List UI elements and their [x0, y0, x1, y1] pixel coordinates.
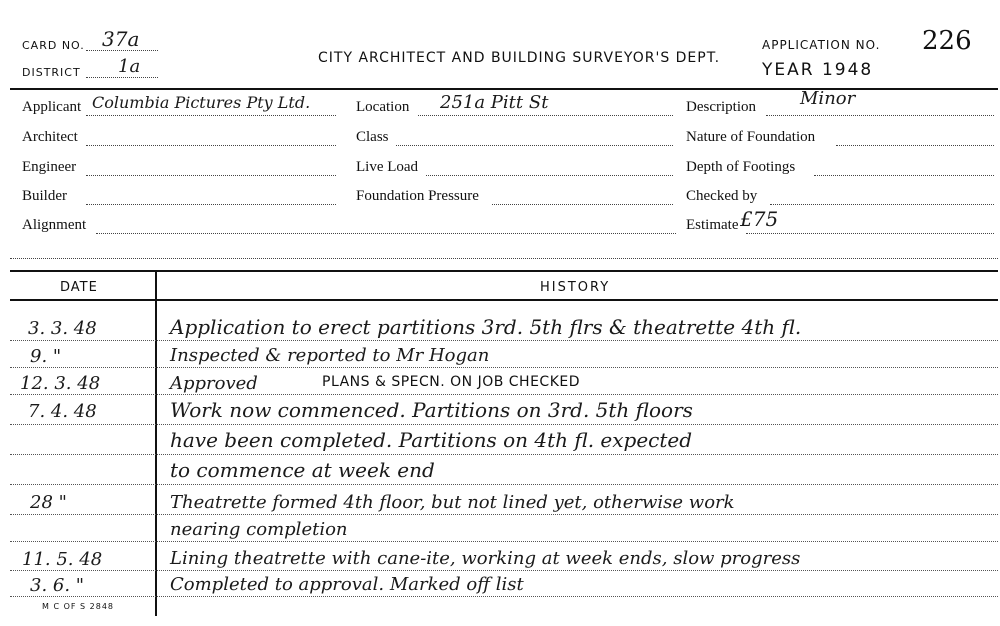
history-entry: Approved: [170, 373, 258, 394]
row-line-8: [10, 570, 998, 571]
history-header: HISTORY: [540, 280, 611, 295]
history-date: 28 ": [30, 492, 67, 513]
depth-line: [814, 175, 994, 176]
estimate-line: [746, 233, 994, 234]
architect-line: [86, 145, 336, 146]
nature-label: Nature of Foundation: [686, 129, 816, 145]
class-label: Class: [356, 129, 389, 145]
row-line-1: [10, 367, 998, 368]
row-line-0: [10, 340, 998, 341]
description-label: Description: [686, 99, 756, 115]
foundation-pressure-line: [492, 204, 673, 205]
application-no-value: 226: [922, 26, 972, 56]
history-date: 3. 6. ": [30, 575, 85, 596]
date-column-divider: [155, 272, 157, 616]
year-label: YEAR 1948: [762, 60, 874, 80]
history-entry: Lining theatrette with cane-ite, working at week ends, slow progress: [170, 548, 801, 569]
checked-line: [770, 204, 994, 205]
builder-line: [86, 204, 336, 205]
plans-checked-stamp: PLANS & SPECN. ON JOB CHECKED: [322, 374, 581, 390]
applicant-value: Columbia Pictures Pty Ltd.: [92, 93, 311, 112]
form-code: M C OF S 2848: [42, 602, 114, 611]
architect-label: Architect: [22, 129, 78, 145]
district-line: [86, 77, 158, 78]
estimate-label: Estimate: [686, 217, 739, 233]
history-date: 12. 3. 48: [20, 373, 101, 394]
history-top-rule: [10, 270, 998, 272]
description-line: [766, 115, 994, 116]
district-value: 1a: [118, 56, 141, 77]
description-value: Minor: [800, 88, 856, 109]
alignment-line: [96, 233, 676, 234]
page-title: CITY ARCHITECT AND BUILDING SURVEYOR'S DEPT.: [318, 50, 721, 66]
row-line-6: [10, 514, 998, 515]
history-date: 3. 3. 48: [28, 318, 97, 339]
live-load-label: Live Load: [356, 159, 419, 175]
builder-label: Builder: [22, 188, 67, 204]
row-line-7: [10, 541, 998, 542]
estimate-value: £75: [740, 207, 779, 231]
application-no-label: APPLICATION NO.: [762, 38, 881, 52]
row-line-5: [10, 484, 998, 485]
location-line: [418, 115, 673, 116]
engineer-label: Engineer: [22, 159, 77, 175]
checked-label: Checked by: [686, 188, 758, 204]
engineer-line: [86, 175, 336, 176]
nature-line: [836, 145, 994, 146]
date-header: DATE: [60, 280, 98, 295]
alignment-label: Alignment: [22, 217, 87, 233]
history-date: 7. 4. 48: [28, 401, 97, 422]
history-entry: to commence at week end: [170, 458, 435, 482]
applicant-label: Applicant: [22, 99, 82, 115]
history-date: 9. ": [30, 346, 62, 367]
row-line-3: [10, 424, 998, 425]
history-header-rule: [10, 299, 998, 301]
card-no-value: 37a: [102, 27, 140, 51]
location-value: 251a Pitt St: [440, 92, 549, 113]
spare-line: [10, 258, 998, 259]
history-entry: Application to erect partitions 3rd. 5th flrs & theatrette 4th fl.: [170, 315, 802, 339]
history-entry: nearing completion: [170, 519, 348, 540]
row-line-4: [10, 454, 998, 455]
depth-label: Depth of Footings: [686, 159, 796, 175]
class-line: [396, 145, 673, 146]
history-entry: have been completed. Partitions on 4th fl. expected: [170, 428, 693, 452]
location-label: Location: [356, 99, 410, 115]
history-entry: Inspected & reported to Mr Hogan: [170, 345, 490, 366]
foundation-pressure-label: Foundation Pressure: [356, 188, 479, 204]
history-entry: Theatrette formed 4th floor, but not lined yet, otherwise work: [170, 492, 735, 513]
district-label: DISTRICT: [22, 66, 81, 79]
row-line-2: [10, 394, 998, 395]
card-no-label: CARD NO.: [22, 39, 85, 52]
applicant-line: [86, 115, 336, 116]
live-load-line: [426, 175, 673, 176]
history-entry: Work now commenced. Partitions on 3rd. 5th floors: [170, 398, 693, 422]
row-line-9: [10, 596, 998, 597]
history-date: 11. 5. 48: [22, 549, 103, 570]
history-entry: Completed to approval. Marked off list: [170, 574, 524, 595]
